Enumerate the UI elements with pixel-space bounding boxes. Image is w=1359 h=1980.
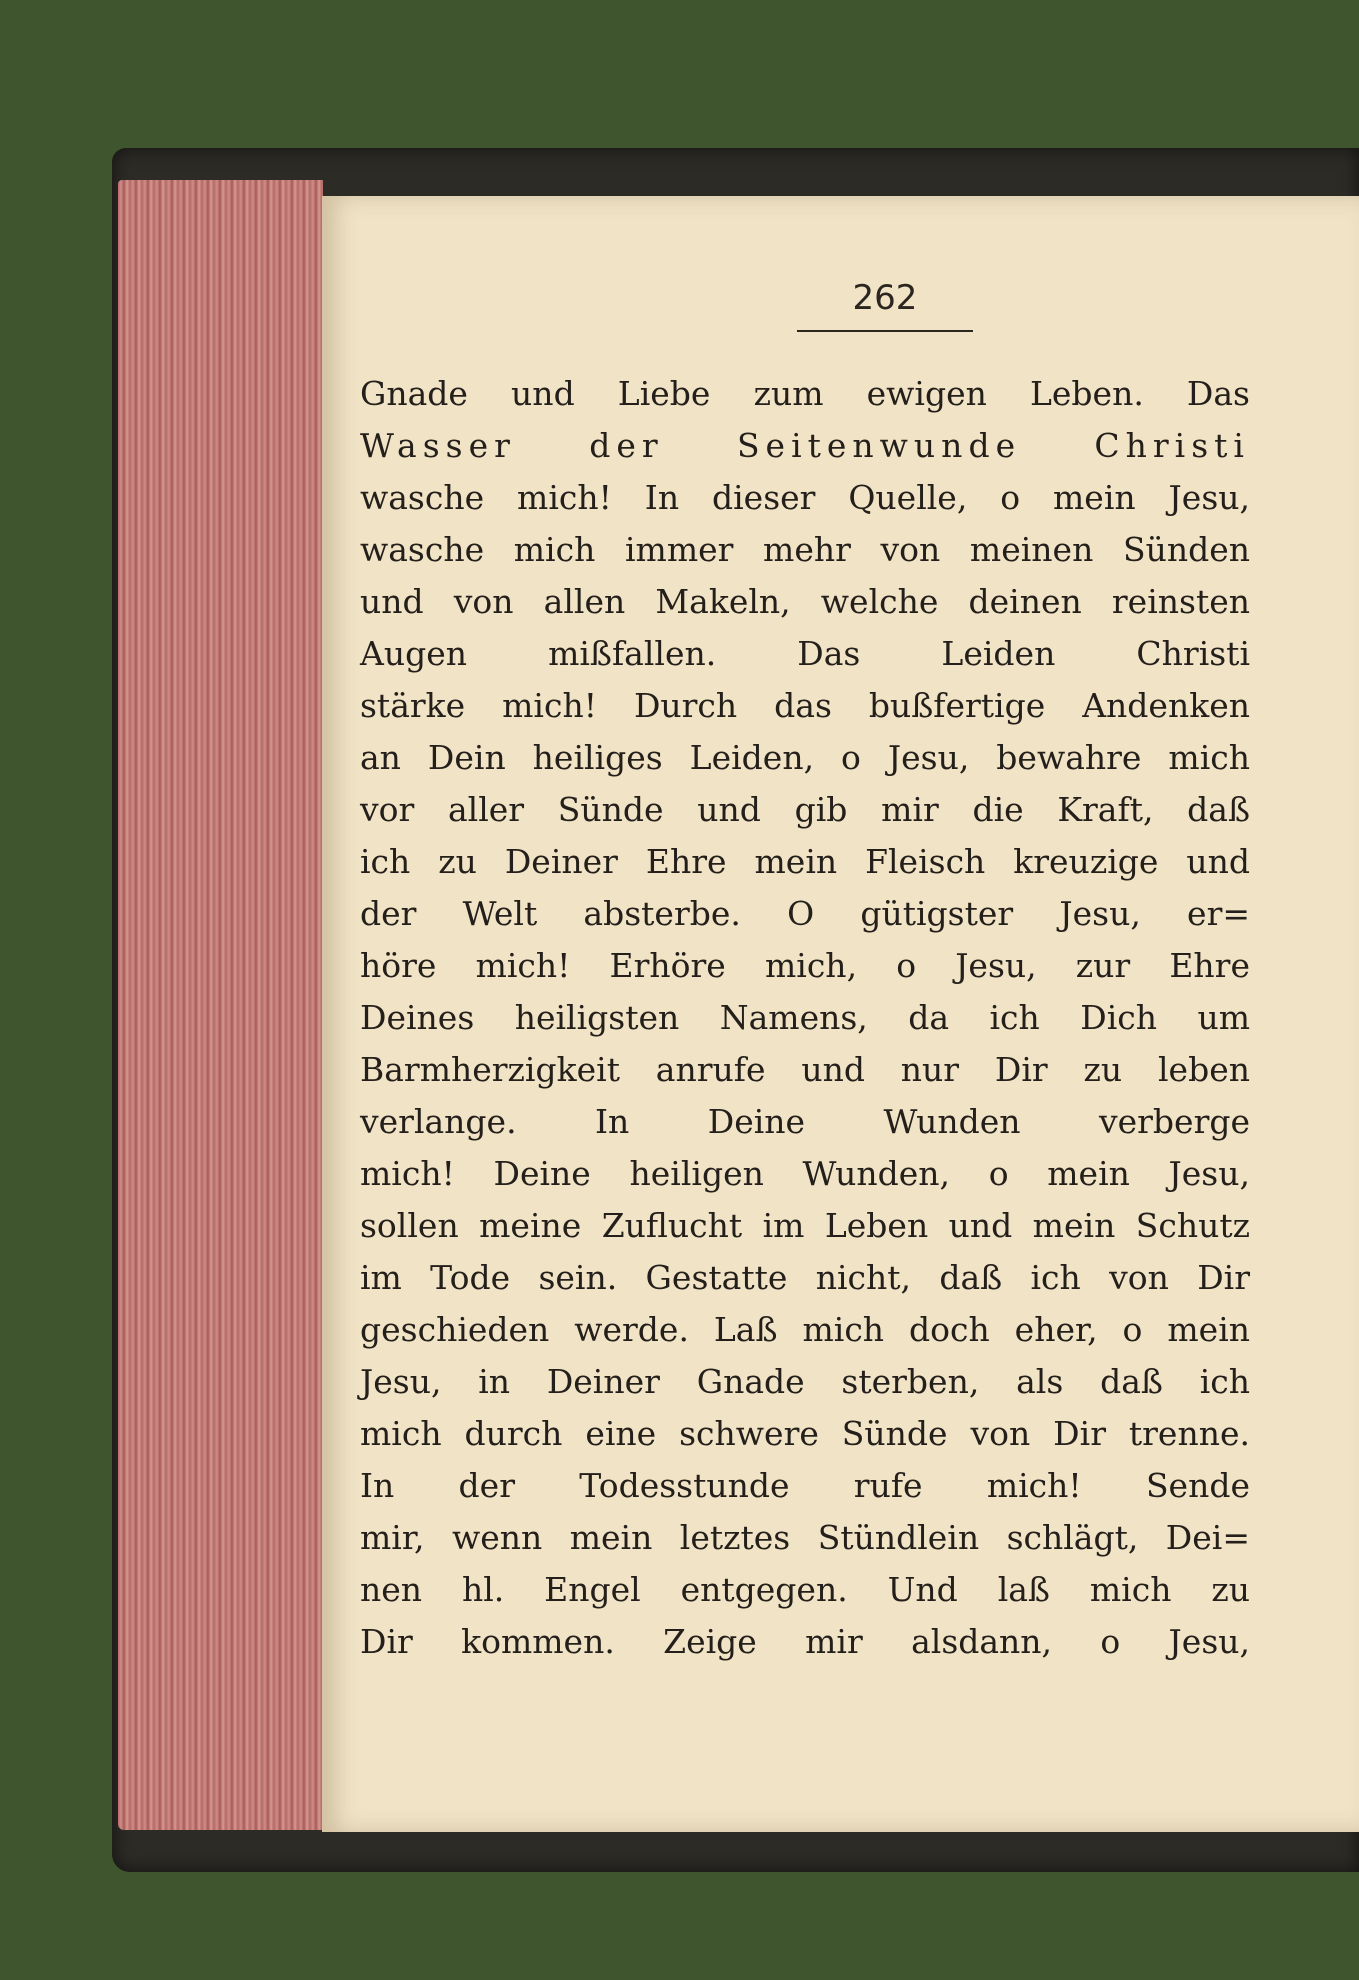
text-line: wasche mich immer mehr von meinen Sünden [360,530,1250,569]
text-line: mich! Deine heiligen Wunden, o mein Jesu, [360,1154,1250,1193]
page-number: 262 [852,278,918,318]
text-line: Augen mißfallen. Das Leiden Christi [360,634,1250,673]
text-line: Dir kommen. Zeige mir alsdann, o Jesu, [360,1622,1250,1661]
text-line: höre mich! Erhöre mich, o Jesu, zur Ehre [360,946,1250,985]
text-line: ich zu Deiner Ehre mein Fleisch kreuzige und [360,842,1250,881]
text-line: der Welt absterbe. O gütigster Jesu, er= [360,894,1250,933]
text-line: im Tode sein. Gestatte nicht, daß ich von Dir [360,1258,1250,1297]
text-line: In der Todesstunde rufe mich! Sende [360,1466,1250,1505]
text-line: nen hl. Engel entgegen. Und laß mich zu [360,1570,1250,1609]
text-line: mich durch eine schwere Sünde von Dir trenne. [360,1414,1250,1453]
text-line: verlange. In Deine Wunden verberge [360,1102,1250,1141]
text-line: mir, wenn mein letztes Stündlein schlägt, Dei= [360,1518,1250,1557]
text-line: geschieden werde. Laß mich doch eher, o mein [360,1310,1250,1349]
text-line: stärke mich! Durch das bußfertige Andenken [360,686,1250,725]
text-line: Deines heiligsten Namens, da ich Dich um [360,998,1250,1037]
text-line: vor aller Sünde und gib mir die Kraft, daß [360,790,1250,829]
text-line: Wasser der Seitenwunde Christi [360,426,1250,465]
text-line: Barmherzigkeit anrufe und nur Dir zu leben [360,1050,1250,1089]
page-body [360,368,1250,1668]
text-line: sollen meine Zuflucht im Leben und mein Schutz [360,1206,1250,1245]
text-line: an Dein heiliges Leiden, o Jesu, bewahre mich [360,738,1250,777]
text-line: wasche mich! In dieser Quelle, o mein Jesu, [360,478,1250,517]
page-number-rule [797,330,973,332]
text-line: und von allen Makeln, welche deinen reinsten [360,582,1250,621]
text-line: Jesu, in Deiner Gnade sterben, als daß ich [360,1362,1250,1401]
page-edges [118,180,323,1830]
text-line: Gnade und Liebe zum ewigen Leben. Das [360,374,1250,413]
